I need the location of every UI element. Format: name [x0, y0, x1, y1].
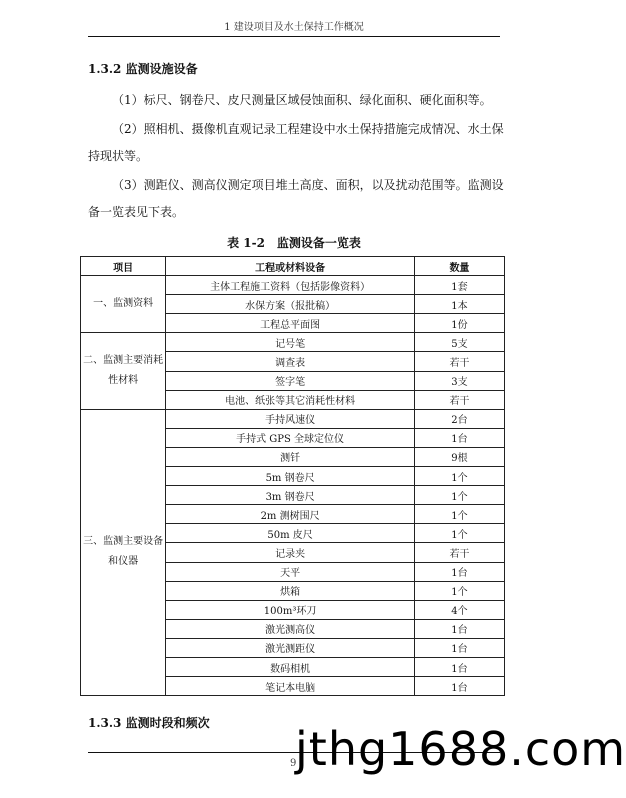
- category-cell: 一、监测资料: [81, 276, 166, 333]
- table-caption: 表 1-2 监测设备一览表: [227, 236, 361, 250]
- equipment-cell: 100m³环刀: [166, 600, 415, 619]
- equipment-cell: 烘箱: [166, 581, 415, 600]
- quantity-cell: 1套: [414, 276, 504, 295]
- table-row: [81, 409, 505, 428]
- equipment-cell: 记号笔: [166, 333, 415, 352]
- section-title-1-3-2: 1.3.2 监测设施设备: [88, 62, 198, 76]
- quantity-cell: 若干: [414, 352, 504, 371]
- page-header: 1 建设项目及水土保持工作概况: [88, 18, 500, 37]
- equipment-cell: 数码相机: [166, 657, 415, 676]
- paragraph-1: （1）标尺、钢卷尺、皮尺测量区域侵蚀面积、绿化面积、硬化面积等。: [112, 93, 492, 107]
- quantity-cell: 9根: [414, 447, 504, 466]
- equipment-table-body: [81, 276, 505, 696]
- quantity-cell: 1台: [414, 657, 504, 676]
- quantity-cell: 1个: [414, 486, 504, 505]
- equipment-cell: 5m 钢卷尺: [166, 467, 415, 486]
- equipment-cell: 调查表: [166, 352, 415, 371]
- quantity-cell: 1台: [414, 428, 504, 447]
- quantity-cell: 1个: [414, 581, 504, 600]
- equipment-cell: 电池、纸张等其它消耗性材料: [166, 390, 415, 409]
- page-number: 9: [290, 758, 297, 769]
- header-equipment: 工程或材料设备: [166, 257, 415, 276]
- table-row: [81, 333, 505, 352]
- quantity-cell: 2台: [414, 409, 504, 428]
- paragraph-3: （3）测距仪、测高仪测定项目堆土高度、面积，以及扰动范围等。监测设备一览表见下表。: [88, 178, 504, 219]
- header-quantity: 数量: [414, 257, 504, 276]
- quantity-cell: 4个: [414, 600, 504, 619]
- equipment-cell: 3m 钢卷尺: [166, 486, 415, 505]
- paragraph-2: （2）照相机、摄像机直观记录工程建设中水土保持措施完成情况、水土保持现状等。: [88, 122, 504, 163]
- equipment-cell: 签字笔: [166, 371, 415, 390]
- quantity-cell: 1台: [414, 619, 504, 638]
- equipment-cell: 天平: [166, 562, 415, 581]
- equipment-cell: 工程总平面图: [166, 314, 415, 333]
- table-header-row: [81, 257, 505, 276]
- equipment-cell: 激光测高仪: [166, 619, 415, 638]
- equipment-cell: 激光测距仪: [166, 638, 415, 657]
- equipment-cell: 手持式 GPS 全球定位仪: [166, 428, 415, 447]
- header-project: 项目: [81, 257, 166, 276]
- equipment-cell: 50m 皮尺: [166, 524, 415, 543]
- category-cell: 三、监测主要设备和仪器: [81, 409, 166, 695]
- quantity-cell: 3支: [414, 371, 504, 390]
- quantity-cell: 5支: [414, 333, 504, 352]
- quantity-cell: 1个: [414, 505, 504, 524]
- quantity-cell: 1份: [414, 314, 504, 333]
- equipment-cell: 水保方案（报批稿）: [166, 295, 415, 314]
- equipment-cell: 2m 测树围尺: [166, 505, 415, 524]
- watermark: jthg1688.com: [295, 722, 626, 776]
- quantity-cell: 1台: [414, 677, 504, 696]
- section-title-1-3-3: 1.3.3 监测时段和频次: [88, 716, 210, 730]
- category-cell: 二、监测主要消耗性材料: [81, 333, 166, 409]
- equipment-cell: 笔记本电脑: [166, 677, 415, 696]
- equipment-table: [80, 256, 505, 696]
- equipment-cell: 测钎: [166, 447, 415, 466]
- quantity-cell: 1本: [414, 295, 504, 314]
- quantity-cell: 1台: [414, 562, 504, 581]
- quantity-cell: 1台: [414, 638, 504, 657]
- equipment-cell: 记录夹: [166, 543, 415, 562]
- equipment-cell: 主体工程施工资料（包括影像资料）: [166, 276, 415, 295]
- quantity-cell: 若干: [414, 390, 504, 409]
- equipment-cell: 手持风速仪: [166, 409, 415, 428]
- quantity-cell: 若干: [414, 543, 504, 562]
- quantity-cell: 1个: [414, 524, 504, 543]
- quantity-cell: 1个: [414, 467, 504, 486]
- table-row: [81, 276, 505, 295]
